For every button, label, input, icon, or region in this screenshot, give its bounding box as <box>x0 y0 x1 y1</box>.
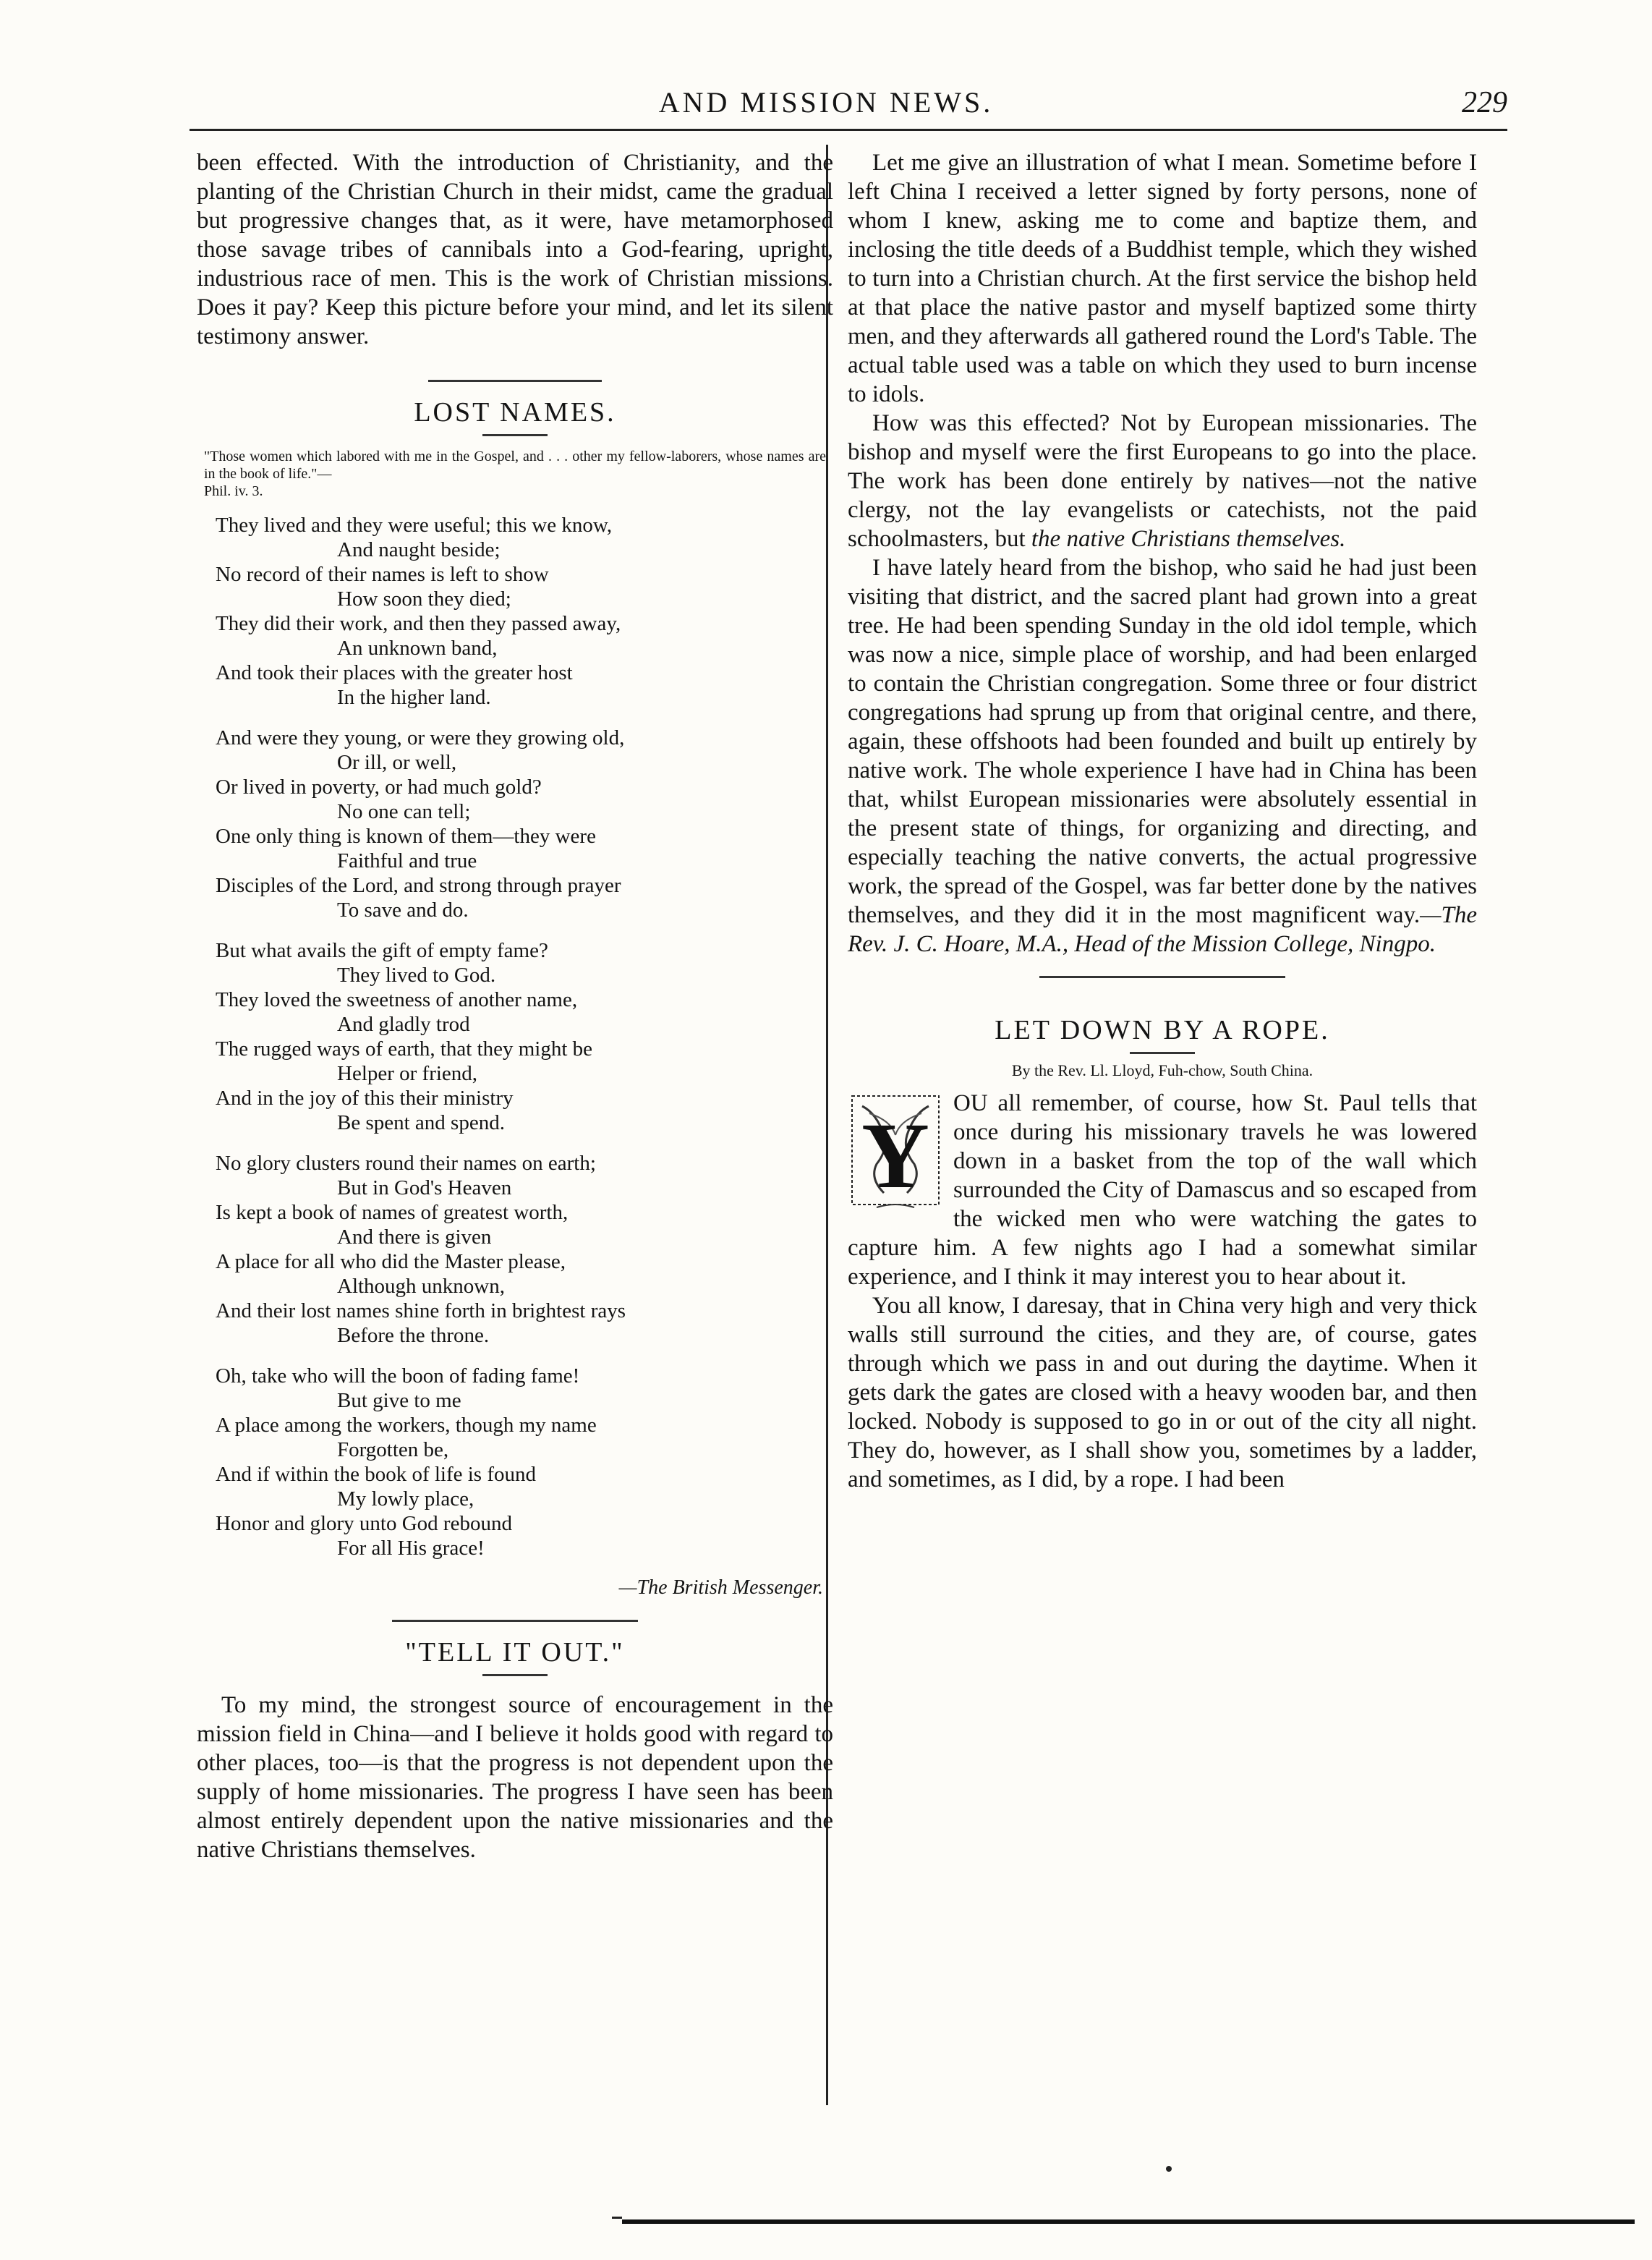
let-down-byline: By the Rev. Ll. Lloyd, Fuh-chow, South China. <box>1011 1061 1313 1079</box>
poem-line: They lived and they were useful; this we know, <box>216 514 613 537</box>
tell-it-out-title: "TELL IT OUT." <box>405 1637 625 1668</box>
poem-line: Faithful and true <box>337 849 477 872</box>
intro-paragraph: been effected. With the introduction of Christianity, and the planting of the Christian Church in their midst, came the gradual but progressive changes that, as it were, have metamorphosed those savage tribes of cannibals into a God-fearing, upright, industrious race of men. This is the work of Christian missions. Does it pay? Keep this picture before your mind, and let its silent testimony answer. <box>197 150 833 349</box>
poem-line: Or lived in poverty, or had much gold? <box>216 776 542 799</box>
let-down-title: LET DOWN BY A ROPE. <box>995 1015 1330 1045</box>
lost-names-title: LOST NAMES. <box>414 397 616 428</box>
running-head: AND MISSION NEWS. <box>658 86 994 119</box>
poem-line: Honor and glory unto God rebound <box>216 1512 512 1535</box>
italic-phrase: the native Christians themselves. <box>1031 526 1346 552</box>
ornamental-drop-cap <box>848 1092 943 1215</box>
poem-line: No record of their names is left to show <box>216 563 549 586</box>
article-paragraph <box>848 553 1477 959</box>
poem-stanza <box>216 513 833 710</box>
bottom-rule <box>622 2219 1635 2224</box>
drop-cap-letter: Y <box>861 1104 929 1208</box>
lost-names-epigraph <box>204 448 826 500</box>
poem-line: One only thing is known of them—they were <box>216 825 596 848</box>
poem-line: And if within the book of life is found <box>216 1463 537 1486</box>
poem-line: Helper or friend, <box>337 1062 478 1085</box>
poem-line: And there is given <box>337 1225 492 1249</box>
poem-stanza <box>216 1151 833 1348</box>
poem-line: And gladly trod <box>337 1013 470 1036</box>
poem-stanza <box>216 938 833 1135</box>
poem-line: And naught beside; <box>337 538 501 561</box>
page-header <box>0 85 1652 129</box>
poem-line: My lowly place, <box>337 1487 474 1511</box>
poem-line: Is kept a book of names of greatest worth, <box>216 1201 569 1224</box>
paragraph-text: OU all remember, of course, how St. Paul tells that once during his missionary travels he was lowered down in a basket from the top of the wall which surrounded the City of Damascus and so escaped from the wicked men who were watching the gates to capture him. A few nights ago I had a somewhat similar experience, and I think it may interest you to hear about it. <box>848 1090 1477 1290</box>
tell-it-out-paragraph: To my mind, the strongest source of encouragement in the mission field in China—and I believe it holds good with regard to other places, too—is that the progress is not dependent upon the supply of home missionaries. The progress I have seen has been almost entirely dependent upon the native missionaries and the native Christians themselves. <box>197 1692 833 1863</box>
poem-line: And in the joy of this their ministry <box>216 1087 514 1110</box>
poem-line: The rugged ways of earth, that they might be <box>216 1037 593 1061</box>
paragraph-text: I have lately heard from the bishop, who said he had just been visiting that district, and the sacred plant had grown into a great tree. He had been spending Sunday in the old idol temple, which was now a nice, simple place of worship, and had been enlarged to contain the Christian congregation. Some three or four district congregations had sprung up from that original centre, and there, again, these offshoots had been founded and built up entirely by native work. The whole experience I have had in China has been that, whilst European missionaries were absolutely essential in the present state of things, for organizing and directing, and especially teaching the native converts, the actual progressive work, the spread of the Gospel, was far better done by the natives themselves, and they did it in the most magnificent way. <box>848 555 1477 928</box>
poem-line: But in God's Heaven <box>337 1176 512 1199</box>
paragraph-text: How was this effected? Not by European missionaries. The bishop and myself were the first Europeans to go into the place. The work has been done entirely by natives—not the native clergy, not the lay evangelists or catechists, not the paid schoolmasters, but <box>848 410 1477 552</box>
poem-line: They lived to God. <box>337 964 496 987</box>
poem-line: A place for all who did the Master please, <box>216 1250 566 1273</box>
page-number: 229 <box>1462 86 1507 119</box>
poem-line: Forgotten be, <box>337 1438 449 1461</box>
poem-line: They loved the sweetness of another name, <box>216 988 578 1011</box>
epigraph-reference: Phil. iv. 3. <box>204 483 263 499</box>
left-column <box>197 148 833 1864</box>
poem-line: Before the throne. <box>337 1324 490 1347</box>
poem-line: Oh, take who will the boon of fading fame! <box>216 1364 580 1388</box>
article-attribution: —The Rev. J. C. Hoare, M.A., Head of the Mission College, Ningpo. <box>848 902 1477 957</box>
title-underline <box>482 434 548 436</box>
bottom-mark <box>612 2217 622 2219</box>
poem-stanza <box>216 726 833 922</box>
title-underline <box>1130 1052 1195 1054</box>
poem-line: An unknown band, <box>337 637 498 660</box>
poem-line: And took their places with the greater host <box>216 661 573 684</box>
poem-line: For all His grace! <box>337 1537 485 1560</box>
poem-line: They did their work, and then they passed away, <box>216 612 621 635</box>
let-down-second-paragraph: You all know, I daresay, that in China very high and very thick walls still surround the cities, and they are, of course, gates through which we pass in and out during the daytime. When it gets dark the gates are closed with a heavy wooden bar, and then locked. Nobody is supposed to go in or out of the city all night. They do, however, as I shall show you, sometimes by a ladder, and sometimes, as I did, by a rope. I had been <box>848 1293 1477 1492</box>
section-separator <box>1039 976 1285 978</box>
poem-line: Or ill, or well, <box>337 751 457 774</box>
section-separator <box>428 380 602 382</box>
header-rule <box>190 129 1507 131</box>
article-paragraph <box>848 409 1477 553</box>
title-underline <box>482 1674 548 1676</box>
epigraph-quote: "Those women which labored with me in the Gospel, and . . . other my fellow-laborers, whose names are in the book of life."— <box>204 449 826 482</box>
section-separator <box>392 1620 638 1622</box>
article-paragraph: Let me give an illustration of what I mean. Sometime before I left China I received a letter signed by forty persons, none of whom I knew, asking me to come and baptize them, and inclosing the title deeds of a Buddhist temple, which they wished to turn into a Christian church. At the first service the bishop held at that place the native pastor and myself baptized some thirty men, and they afterwards all gathered round the Lord's Table. The actual table used was a table on which they used to burn incense to idols. <box>848 150 1477 407</box>
page-mark <box>1166 2166 1172 2172</box>
poem-credit: —The British Messenger. <box>618 1576 823 1599</box>
poem-line: But give to me <box>337 1389 461 1412</box>
poem-line: And their lost names shine forth in brightest rays <box>216 1299 626 1322</box>
poem-line: But what avails the gift of empty fame? <box>216 939 548 962</box>
poem-line: How soon they died; <box>337 587 511 611</box>
let-down-first-paragraph <box>848 1089 1477 1291</box>
poem-line: Be spent and spend. <box>337 1111 505 1134</box>
poem-line: In the higher land. <box>337 686 491 709</box>
poem-line: A place among the workers, though my name <box>216 1414 597 1437</box>
poem-line: Although unknown, <box>337 1275 505 1298</box>
lost-names-poem <box>197 513 833 1560</box>
poem-line: To save and do. <box>337 899 469 922</box>
right-column <box>848 148 1477 1494</box>
poem-line: Disciples of the Lord, and strong through prayer <box>216 874 621 897</box>
poem-line: And were they young, or were they growing old, <box>216 726 625 749</box>
poem-stanza <box>216 1364 833 1560</box>
poem-line: No one can tell; <box>337 800 471 823</box>
poem-line: No glory clusters round their names on earth; <box>216 1152 596 1175</box>
